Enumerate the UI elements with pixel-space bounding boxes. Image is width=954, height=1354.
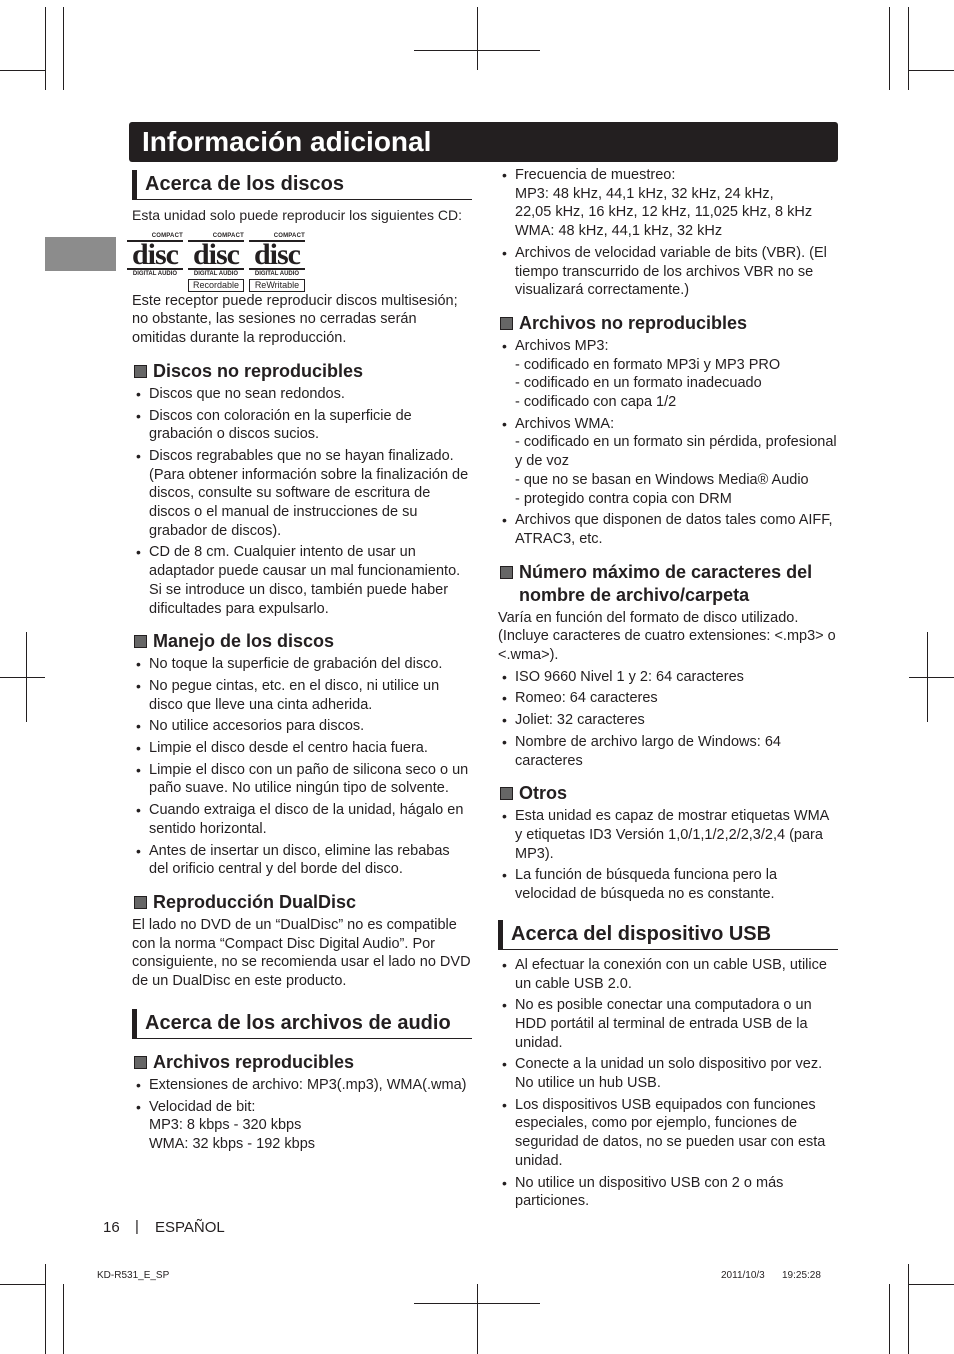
crop-mark bbox=[63, 7, 64, 90]
footer-language: ESPAÑOL bbox=[155, 1219, 225, 1236]
crop-mark bbox=[908, 1264, 909, 1354]
section-heading-usb: Acerca del dispositivo USB bbox=[498, 920, 838, 950]
list-item: • No utilice accesorios para discos. bbox=[136, 718, 365, 735]
list-item: • Discos que no sean redondos. bbox=[136, 385, 345, 402]
list-item: • Antes de insertar un disco, elimine las rebabas del orificio central y del borde del disco. bbox=[136, 842, 450, 878]
list-item: • Nombre de archivo largo de Windows: 64 caracteres bbox=[502, 733, 781, 769]
repro-list bbox=[132, 1076, 472, 1154]
crop-mark bbox=[908, 7, 909, 90]
section-heading-audio: Acerca de los archivos de audio bbox=[132, 1009, 472, 1039]
square-bullet-icon bbox=[134, 896, 147, 909]
no-repro-list bbox=[132, 385, 472, 618]
list-item: • Velocidad de bit: MP3: 8 kbps - 320 kbps WMA: 32 kbps - 192 kbps bbox=[136, 1098, 316, 1152]
print-date: 2011/10/3 bbox=[721, 1270, 765, 1281]
list-item: • No toque la superficie de grabación del disco. bbox=[136, 656, 443, 673]
list-item: • La función de búsqueda funciona pero la velocidad de búsqueda no es constante. bbox=[502, 867, 778, 903]
square-bullet-icon bbox=[134, 1056, 147, 1069]
list-item: • Joliet: 32 caracteres bbox=[502, 712, 645, 729]
list-item: • ISO 9660 Nivel 1 y 2: 64 caracteres bbox=[502, 668, 744, 685]
footer-separator: | bbox=[135, 1218, 139, 1235]
crop-mark bbox=[889, 7, 890, 90]
subheading-archivos-no-reproducibles: Archivos no reproducibles bbox=[498, 312, 838, 335]
subheading-discos-no-reproducibles: Discos no reproducibles bbox=[132, 360, 472, 383]
section-heading-discos: Acerca de los discos bbox=[132, 170, 472, 200]
list-item: • Limpie el disco desde el centro hacia fuera. bbox=[136, 740, 428, 757]
list-item: • Archivos que disponen de datos tales como AIFF, ATRAC3, etc. bbox=[502, 512, 833, 547]
usb-list bbox=[498, 956, 838, 1211]
max-paragraph: Varía en función del formato de disco utilizado. (Incluye caracteres de cuatro extensiones: <.mp3> o <.wma>). bbox=[498, 609, 836, 664]
list-item: • Romeo: 64 caracteres bbox=[502, 690, 658, 707]
crop-mark bbox=[414, 1303, 540, 1304]
no-files-list bbox=[498, 337, 838, 549]
list-item: • Los dispositivos USB equipados con funciones especiales, como por ejemplo, funciones de seguridad de datos, no se pueden usar con esta unidad. bbox=[502, 1096, 826, 1169]
crop-mark bbox=[909, 677, 954, 678]
crop-mark bbox=[0, 70, 45, 71]
file-code: KD-R531_E_SP bbox=[97, 1270, 170, 1281]
list-item: • Frecuencia de muestreo: MP3: 48 kHz, 44,1 kHz, 32 kHz, 24 kHz, 22,05 kHz, 16 kHz, 12 kHz, 11,025 kHz, 8 kHz WMA: 48 kHz, 44,1 kHz, 32 kHz bbox=[502, 167, 813, 240]
crop-mark bbox=[477, 1284, 478, 1354]
subheading-manejo: Manejo de los discos bbox=[132, 630, 472, 653]
list-item: • Archivos MP3: - codificado en formato MP3i y MP3 PRO - codificado en un formato inadecuado - codificado con capa 1/2 bbox=[502, 337, 781, 411]
disc-logos bbox=[127, 232, 472, 290]
otros-list bbox=[498, 807, 838, 904]
repro-list-continued bbox=[498, 166, 838, 300]
compact-disc-recordable-logo: COMPACT disc DIGITAL AUDIO Recordable bbox=[188, 233, 244, 280]
subheading-numero-maximo: Número máximo de caracteres del nombre de archivo/carpeta bbox=[498, 561, 838, 607]
compact-disc-rewritable-logo: COMPACT disc DIGITAL AUDIO ReWritable bbox=[249, 233, 305, 280]
square-bullet-icon bbox=[134, 635, 147, 648]
list-item: • Archivos WMA: - codificado en un formato sin pérdida, profesional y de voz - que no se basan en Windows Media® Audio - protegido contra copia con DRM bbox=[502, 415, 837, 507]
crop-mark bbox=[0, 677, 45, 678]
list-item: • Esta unidad es capaz de mostrar etiquetas WMA y etiquetas ID3 Versión 1,0/1,1/2,2/2,3/2,4 (para MP3). bbox=[502, 808, 829, 862]
crop-mark bbox=[0, 1284, 45, 1285]
multisession-paragraph: Este receptor puede reproducir discos multisesión; no obstante, las sesiones no cerradas serán omitidas durante la reproducción. bbox=[132, 292, 458, 347]
page-banner bbox=[129, 122, 838, 162]
page-title: Información adicional bbox=[142, 126, 432, 157]
print-time: 19:25:28 bbox=[782, 1270, 821, 1281]
list-item: • No utilice un dispositivo USB con 2 o más particiones. bbox=[502, 1174, 784, 1210]
max-list bbox=[498, 668, 838, 771]
left-column bbox=[132, 170, 472, 1157]
list-item: • Conecte a la unidad un solo dispositivo por vez. No utilice un hub USB. bbox=[502, 1056, 823, 1092]
list-item: • Al efectuar la conexión con un cable USB, utilice un cable USB 2.0. bbox=[502, 956, 827, 992]
compact-disc-logo: COMPACT disc DIGITAL AUDIO bbox=[127, 233, 183, 280]
crop-mark bbox=[477, 7, 478, 70]
square-bullet-icon bbox=[500, 787, 513, 800]
subheading-archivos-reproducibles: Archivos reproducibles bbox=[132, 1051, 472, 1074]
subheading-otros: Otros bbox=[498, 782, 838, 805]
square-bullet-icon bbox=[500, 317, 513, 330]
list-item: • Extensiones de archivo: MP3(.mp3), WMA(.wma) bbox=[136, 1076, 467, 1093]
crop-mark bbox=[45, 1264, 46, 1354]
dualdisc-paragraph: El lado no DVD de un “DualDisc” no es compatible con la norma “Compact Disc Digital Audio”. Por consiguiente, no se recomienda usar el lado no DVD de un DualDisc en este producto. bbox=[132, 916, 471, 990]
discs-intro: Esta unidad solo puede reproducir los siguientes CD: bbox=[132, 207, 462, 223]
list-item: • No es posible conectar una computadora o un HDD portátil al terminal de entrada USB de la unidad. bbox=[502, 997, 812, 1051]
list-item: • Discos regrabables que no se hayan finalizado. (Para obtener información sobre la finalización de discos, consulte su software de escritura de discos o el manual de instrucciones de su grabador de discos). bbox=[136, 447, 469, 539]
crop-mark bbox=[414, 50, 540, 51]
crop-mark bbox=[909, 70, 954, 71]
list-item: • Cuando extraiga el disco de la unidad, hágalo en sentido horizontal. bbox=[136, 802, 464, 837]
crop-mark bbox=[909, 1284, 954, 1285]
manejo-list bbox=[132, 655, 472, 879]
list-item: • Archivos de velocidad variable de bits (VBR). (El tiempo transcurrido de los archivos VBR no se visualizará correctamente.) bbox=[502, 244, 827, 299]
crop-mark bbox=[889, 1284, 890, 1354]
list-item: • Discos con coloración en la superficie de grabación o discos sucios. bbox=[136, 407, 412, 443]
list-item: • No pegue cintas, etc. en el disco, ni utilice un disco que lleve una cinta adherida. bbox=[136, 677, 440, 713]
list-item: • CD de 8 cm. Cualquier intento de usar un adaptador puede causar un mal funcionamiento. Si se introduce un disco, también puede haber dificultades para expulsarlo. bbox=[136, 544, 461, 617]
section-tab bbox=[45, 237, 116, 271]
square-bullet-icon bbox=[500, 566, 513, 579]
page-number: 16 bbox=[103, 1219, 120, 1236]
right-column bbox=[498, 166, 838, 1214]
square-bullet-icon bbox=[134, 365, 147, 378]
subheading-dualdisc: Reproducción DualDisc bbox=[132, 891, 472, 914]
crop-mark bbox=[63, 1284, 64, 1354]
list-item: • Limpie el disco con un paño de silicona seco o un paño suave. No utilice ningún tipo de solvente. bbox=[136, 761, 469, 797]
crop-mark bbox=[45, 7, 46, 90]
